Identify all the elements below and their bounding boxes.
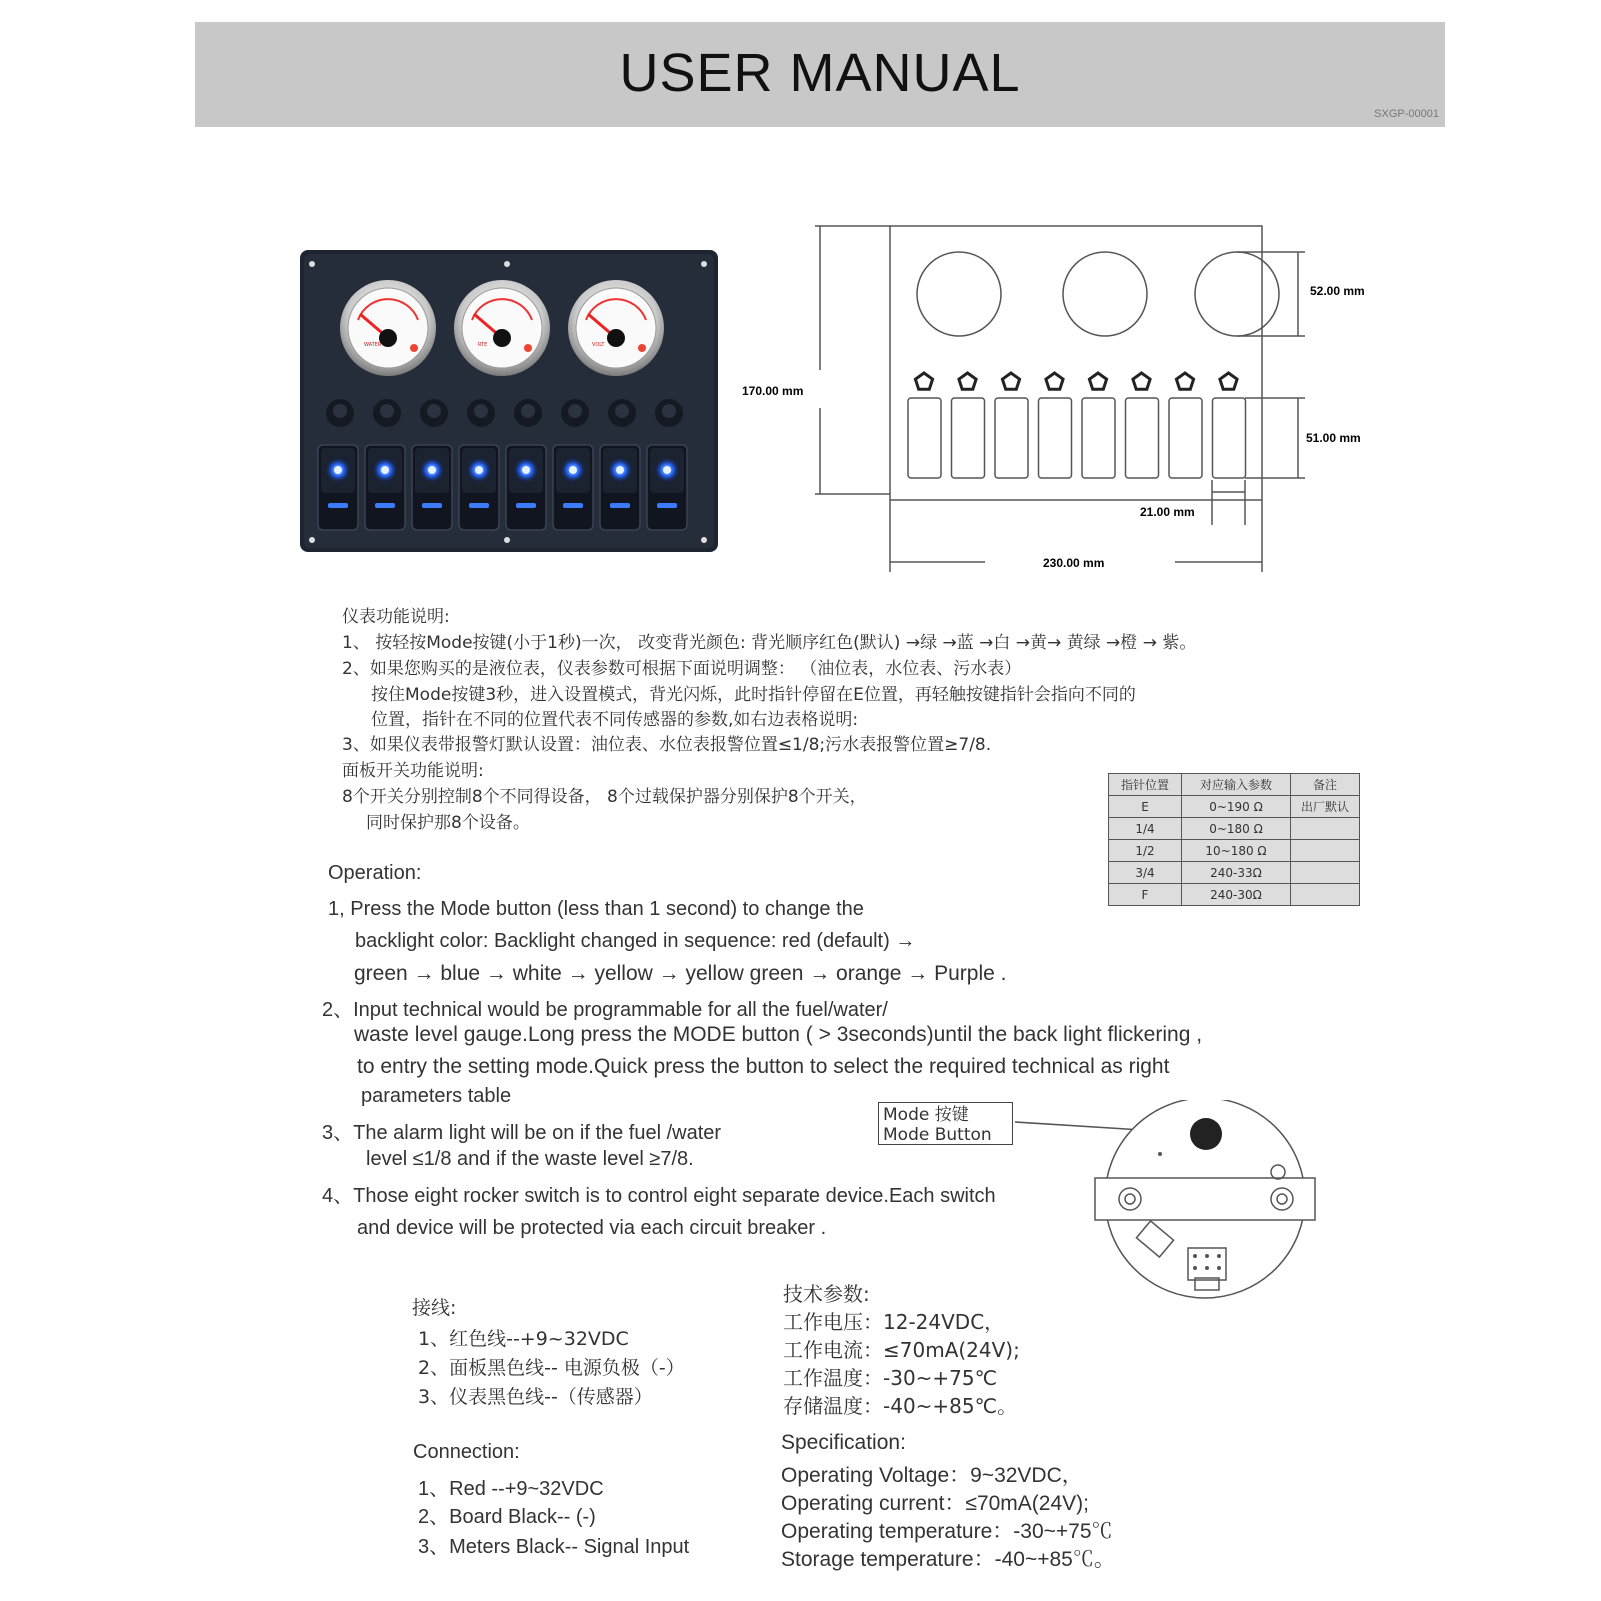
gauge — [454, 280, 550, 376]
table-row — [1109, 818, 1360, 840]
operation-line: backlight color: Backlight changed in sequence: red (default) → — [355, 930, 916, 952]
wiring-zh-line: 2、面板黑色线-- 电源负极（-） — [418, 1357, 685, 1379]
operation-line: and device will be protected via each circuit breaker . — [357, 1217, 827, 1239]
table-cell — [1291, 862, 1360, 884]
zh-instruction-line: 按住Mode按键3秒，进入设置模式，背光闪烁，此时指针停留在E位置，再轻触按键指针会指向不同的 — [371, 685, 1136, 705]
switch-cutout — [1082, 373, 1115, 478]
spec-zh-line: 工作温度：-30~+75℃ — [783, 1366, 998, 1390]
table-row — [1109, 862, 1360, 884]
rocker-switch — [553, 445, 593, 530]
switch-cutout — [1039, 373, 1072, 478]
spec-zh-line: 工作电压：12-24VDC， — [783, 1310, 1005, 1334]
table-header-cell: 备注 — [1291, 774, 1360, 796]
gauge-cutout — [917, 252, 1001, 336]
gauge — [568, 280, 664, 376]
switch-cutout — [952, 373, 985, 478]
zh-instruction-line: 位置，指针在不同的位置代表不同传感器的参数,如右边表格说明: — [371, 710, 859, 730]
page-title: USER MANUAL — [619, 43, 1021, 103]
rocker-switch — [365, 445, 405, 530]
rocker-switch — [412, 445, 452, 530]
gauge-cutout — [1063, 252, 1147, 336]
rocker-switch — [459, 445, 499, 530]
gauge-cutout — [1195, 252, 1279, 336]
panel-outline — [890, 226, 1262, 500]
table-cell: 3/4 — [1109, 862, 1182, 884]
table-cell: E — [1109, 796, 1182, 818]
spec-en-heading: Specification: — [781, 1431, 906, 1454]
table-header-row — [1109, 774, 1360, 796]
operation-line: parameters table — [361, 1085, 512, 1107]
operation-line: level ≤1/8 and if the waste level ≥7/8. — [366, 1148, 694, 1170]
spec-zh-heading: 技术参数: — [783, 1282, 870, 1306]
circuit-breaker — [467, 399, 495, 427]
table-row — [1109, 840, 1360, 862]
gauge-label: RTE — [478, 342, 488, 348]
mode-button-knob — [1190, 1118, 1222, 1150]
spec-en-line: Storage temperature：-40~+85℃。 — [781, 1548, 1115, 1571]
table-cell: 1/4 — [1109, 818, 1182, 840]
switch-height-label: 51.00 mm — [1306, 431, 1361, 445]
spec-zh-line: 存储温度：-40~+85℃。 — [783, 1394, 1018, 1418]
table-cell — [1291, 884, 1360, 906]
circuit-breaker — [326, 399, 354, 427]
spec-en-line: Operating Voltage：9~32VDC， — [781, 1464, 1083, 1487]
table-row — [1109, 884, 1360, 906]
product-photo — [300, 250, 725, 560]
connection-line: 2、Board Black-- (-) — [418, 1506, 596, 1528]
operation-line: to entry the setting mode.Quick press the button to select the required technical as right — [357, 1055, 1170, 1078]
document-code: SXGP-00001 — [1374, 108, 1439, 120]
wiring-zh-line: 3、仪表黑色线--（传感器） — [418, 1386, 653, 1408]
gauge — [340, 280, 436, 376]
table-row — [1109, 796, 1360, 818]
circuit-breaker — [561, 399, 589, 427]
connection-line: 3、Meters Black-- Signal Input — [418, 1536, 690, 1558]
zh-panel-line: 同时保护那8个设备。 — [366, 813, 530, 833]
switch-cutout — [908, 373, 941, 478]
table-header-cell: 指针位置 — [1109, 774, 1182, 796]
operation-line: green → blue → white → yellow → yellow green → orange → Purple . — [354, 962, 1007, 985]
wiring-zh-line: 1、红色线--+9~32VDC — [418, 1328, 629, 1350]
connection-line: 1、Red --+9~32VDC — [418, 1478, 604, 1500]
circuit-breaker — [514, 399, 542, 427]
spec-zh-line: 工作电流：≤70mA(24V); — [783, 1338, 1020, 1362]
spec-en-line: Operating temperature：-30~+75℃ — [781, 1520, 1113, 1543]
operation-heading: Operation: — [328, 862, 422, 884]
height-dimension-label: 170.00 mm — [742, 384, 804, 398]
gauge-label: WATER — [364, 342, 382, 348]
dimension-drawing — [740, 220, 1400, 585]
switch-width-label: 21.00 mm — [1140, 505, 1195, 519]
rocker-switch — [506, 445, 546, 530]
table-cell — [1291, 840, 1360, 862]
parameter-table — [1108, 773, 1360, 906]
rocker-switch — [647, 445, 687, 530]
gauge-label: VOLT — [592, 342, 605, 348]
rocker-switch — [318, 445, 358, 530]
rocker-switch — [600, 445, 640, 530]
circuit-breaker — [373, 399, 401, 427]
mode-label-en: Mode Button — [883, 1125, 992, 1145]
operation-line: waste level gauge.Long press the MODE button ( > 3seconds)until the back light flickering , — [354, 1023, 1203, 1046]
gauge-diameter-label: 52.00 mm — [1310, 284, 1365, 298]
connection-heading: Connection: — [413, 1441, 520, 1463]
circuit-breaker — [608, 399, 636, 427]
zh-panel-heading: 面板开关功能说明: — [342, 761, 484, 781]
gauge-back-drawing — [1010, 1100, 1320, 1305]
zh-instruction-line: 1、 按轻按Mode按键(小于1秒)一次， 改变背光颜色: 背光顺序红色(默认) →绿 →蓝 →白 →黄→ 黄绿 →橙 → 紫。 — [342, 633, 1197, 653]
table-cell: 出厂默认 — [1291, 796, 1360, 818]
circuit-breaker — [655, 399, 683, 427]
header-banner — [195, 22, 1445, 127]
zh-instruction-line: 2、如果您购买的是液位表，仪表参数可根据下面说明调整： （油位表，水位表、污水表） — [342, 659, 1022, 679]
operation-line: 1, Press the Mode button (less than 1 second) to change the — [328, 898, 864, 920]
width-dimension-label: 230.00 mm — [1043, 556, 1105, 570]
spec-en-line: Operating current：≤70mA(24V); — [781, 1492, 1089, 1515]
table-cell: F — [1109, 884, 1182, 906]
zh-instruction-line: 3、如果仪表带报警灯默认设置：油位表、水位表报警位置≤1/8;污水表报警位置≥7/8. — [342, 735, 992, 755]
circuit-breaker — [420, 399, 448, 427]
table-cell: 1/2 — [1109, 840, 1182, 862]
table-cell: 0~180 Ω — [1182, 818, 1291, 840]
switch-cutout — [1169, 373, 1202, 478]
table-cell: 240-33Ω — [1182, 862, 1291, 884]
table-cell — [1291, 818, 1360, 840]
operation-line: 2、Input technical would be programmable for all the fuel/water/ — [322, 999, 888, 1021]
table-cell: 10~180 Ω — [1182, 840, 1291, 862]
switch-cutout — [1126, 373, 1159, 478]
operation-line: 3、The alarm light will be on if the fuel /water — [322, 1122, 722, 1144]
mode-button-callout — [878, 1102, 1013, 1145]
zh-panel-line: 8个开关分别控制8个不同得设备， 8个过载保护器分别保护8个开关， — [342, 787, 867, 807]
table-header-cell: 对应输入参数 — [1182, 774, 1291, 796]
mode-label-zh: Mode 按键 — [883, 1105, 969, 1125]
operation-line: 4、Those eight rocker switch is to control eight separate device.Each switch — [322, 1185, 996, 1207]
wiring-zh-heading: 接线: — [412, 1297, 457, 1319]
zh-instructions-heading: 仪表功能说明: — [342, 607, 450, 627]
table-cell: 240-30Ω — [1182, 884, 1291, 906]
switch-cutout — [1213, 373, 1246, 478]
switch-cutout — [995, 373, 1028, 478]
table-cell: 0~190 Ω — [1182, 796, 1291, 818]
